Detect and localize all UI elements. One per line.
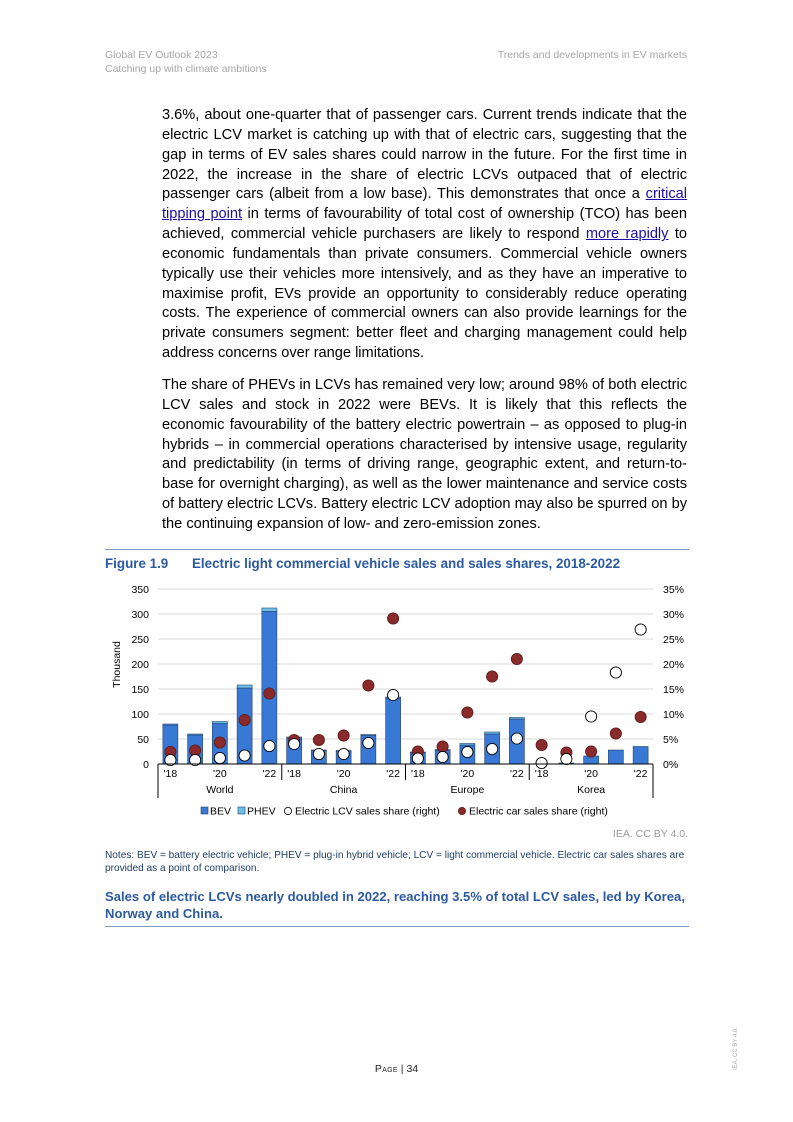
paragraph-1-text-a: 3.6%, about one-quarter that of passenger cars. Current trends indicate that the electric LCV market is catching up with that of electric cars, suggesting that the gap in terms of EV sales shares could narrow in the future. For the first time in 2022, the increase in the share of electric LCVs outpaced that of electric passenger cars (albeit from a low base). This demonstrates that once a <box>162 107 687 203</box>
car-share-marker <box>536 739 547 750</box>
y2-tick-label: 0% <box>663 759 679 771</box>
figure-credit: IEA. CC BY 4.0. <box>612 828 688 840</box>
car-share-marker <box>264 688 275 699</box>
car-share-marker <box>338 730 349 741</box>
car-share-marker <box>487 671 498 682</box>
group-label: China <box>329 784 358 796</box>
x-tick-label: '22 <box>510 768 524 780</box>
x-tick-label: '22 <box>633 768 648 780</box>
bev-bar <box>633 747 648 765</box>
legend-phev-swatch <box>238 807 245 814</box>
car-share-marker <box>511 653 522 664</box>
figure-bottom-rule <box>105 926 689 927</box>
car-share-marker <box>437 741 448 752</box>
lcv-share-marker <box>635 624 646 635</box>
figure-takeaway: Sales of electric LCVs nearly doubled in 2022, reaching 3.5% of total LCV sales, led by Korea, Norway and China. <box>105 889 685 921</box>
running-header-right: Trends and developments in EV markets <box>497 49 687 61</box>
car-share-marker <box>239 714 250 725</box>
x-tick-label: '18 <box>287 768 301 780</box>
y-tick-label: 0 <box>143 759 149 771</box>
paragraph-1-text-c: to economic fundamentals than private consumers. Commercial vehicle owners typically use their vehicles more intensively, and as they have an imperative to maximise profit, EVs provide an opportunity to considerably reduce operating costs. The experience of commercial owners can also provide learnings for the private consumers segment: better fleet and charging management could help address concerns over range limitations. <box>162 226 687 362</box>
figure-number: Figure 1.9 <box>105 556 169 571</box>
lcv-share-marker <box>487 743 498 754</box>
y2-tick-label: 20% <box>663 659 685 671</box>
group-label: Korea <box>577 784 606 796</box>
x-tick-label: '18 <box>534 768 549 780</box>
lcv-share-marker <box>363 737 374 748</box>
lcv-share-marker <box>239 750 250 761</box>
page-footer <box>0 1063 793 1075</box>
report-title: Global EV Outlook 2023 <box>105 49 218 61</box>
report-subtitle: Catching up with climate ambitions <box>105 63 267 75</box>
bev-bar <box>608 750 623 764</box>
car-share-marker <box>388 613 399 624</box>
y2-tick-label: 15% <box>663 684 685 696</box>
y-tick-label: 100 <box>131 709 149 721</box>
phev-bar <box>509 718 524 720</box>
phev-bar <box>212 722 227 724</box>
group-label: World <box>206 784 234 796</box>
lcv-share-marker <box>313 748 324 759</box>
y-tick-label: 150 <box>131 684 149 696</box>
lcv-share-marker <box>264 740 275 751</box>
car-share-marker <box>214 737 225 748</box>
lcv-share-marker <box>511 733 522 744</box>
critical-tipping-point-link[interactable]: critical tipping point <box>162 186 687 223</box>
x-tick-label: '22 <box>262 768 277 780</box>
group-label: Europe <box>450 784 485 796</box>
y-tick-label: 200 <box>131 659 149 671</box>
figure-caption: Electric light commercial vehicle sales and sales shares, 2018-2022 <box>192 556 621 571</box>
y-tick-label: 50 <box>137 734 149 746</box>
x-tick-label: '20 <box>584 768 598 780</box>
lcv-share-marker <box>388 689 399 700</box>
x-tick-label: '18 <box>163 768 178 780</box>
lcv-share-marker <box>338 748 349 759</box>
side-license: IEA. CC BY 4.0. <box>733 1027 739 1070</box>
x-tick-label: '18 <box>411 768 425 780</box>
lcv-share-marker <box>412 753 423 764</box>
phev-bar <box>237 685 252 688</box>
paragraph-1-text-b: in terms of favourability of total cost of ownership (TCO) has been achieved, commercial vehicle purchasers are likely to respond <box>162 206 687 243</box>
legend-car-share-swatch <box>458 807 465 814</box>
phev-bar <box>163 724 178 725</box>
figure-notes: Notes: BEV = battery electric vehicle; PHEV = plug-in hybrid vehicle; LCV = light commercial vehicle. Electric car sales shares are provided as a point of comparison. <box>105 850 685 874</box>
phev-bar <box>485 732 500 734</box>
page-word: Page <box>374 1063 398 1075</box>
more-rapidly-link[interactable]: more rapidly <box>585 226 669 243</box>
phev-bar <box>361 735 376 736</box>
car-share-marker <box>635 711 646 722</box>
legend-bev-label: BEV <box>210 805 232 818</box>
lcv-share-marker <box>561 753 572 764</box>
lcv-share-marker <box>536 757 547 768</box>
paragraph-2: The share of PHEVs in LCVs has remained very low; around 98% of both electric LCV sales and stock in 2022 were BEVs. It is likely that this reflects the economic favourability of the battery electric powertrain – as opposed to plug-in hybrids – in commercial operations characterised by intensive usage, regularity and predictability (in terms of driving range, geographic extent, and return-to-base for overnight charging), as well as the lower maintenance and service costs of battery electric LCVs. Battery electric LCV adoption may also be spurred on by the continuing expansion of low- and zero-emission zones. <box>162 376 687 532</box>
y2-tick-label: 35% <box>663 584 685 596</box>
y-axis-title: Thousand <box>111 641 123 688</box>
y-tick-label: 250 <box>131 634 149 646</box>
x-tick-label: '20 <box>213 768 227 780</box>
car-share-marker <box>313 734 324 745</box>
lcv-share-marker <box>289 738 300 749</box>
y2-tick-label: 30% <box>663 609 685 621</box>
y-tick-label: 300 <box>131 609 149 621</box>
car-share-marker <box>462 707 473 718</box>
phev-bar <box>188 734 203 735</box>
car-share-marker <box>363 680 374 691</box>
phev-bar <box>460 744 475 746</box>
phev-bar <box>262 608 277 612</box>
y2-tick-label: 10% <box>663 709 685 721</box>
y2-tick-label: 5% <box>663 734 679 746</box>
page-number: | 34 <box>400 1063 419 1075</box>
x-tick-label: '20 <box>460 768 475 780</box>
y2-tick-label: 25% <box>663 634 685 646</box>
car-share-marker <box>610 728 621 739</box>
legend-bev-swatch <box>201 807 208 814</box>
lcv-share-marker <box>437 751 448 762</box>
lcv-share-marker <box>610 667 621 678</box>
lcv-share-marker <box>214 752 225 763</box>
x-tick-label: '20 <box>336 768 351 780</box>
legend-lcv-share-label: Electric LCV sales share (right) <box>295 805 440 818</box>
x-tick-label: '22 <box>386 768 400 780</box>
legend-phev-label: PHEV <box>247 805 276 818</box>
legend-car-share-label: Electric car sales share (right) <box>469 805 608 818</box>
lcv-share-marker <box>462 746 473 757</box>
bev-bar <box>386 698 401 764</box>
car-share-marker <box>586 746 597 757</box>
y-tick-label: 350 <box>131 584 149 596</box>
legend-lcv-share-swatch <box>284 807 291 814</box>
lcv-share-marker <box>586 711 597 722</box>
